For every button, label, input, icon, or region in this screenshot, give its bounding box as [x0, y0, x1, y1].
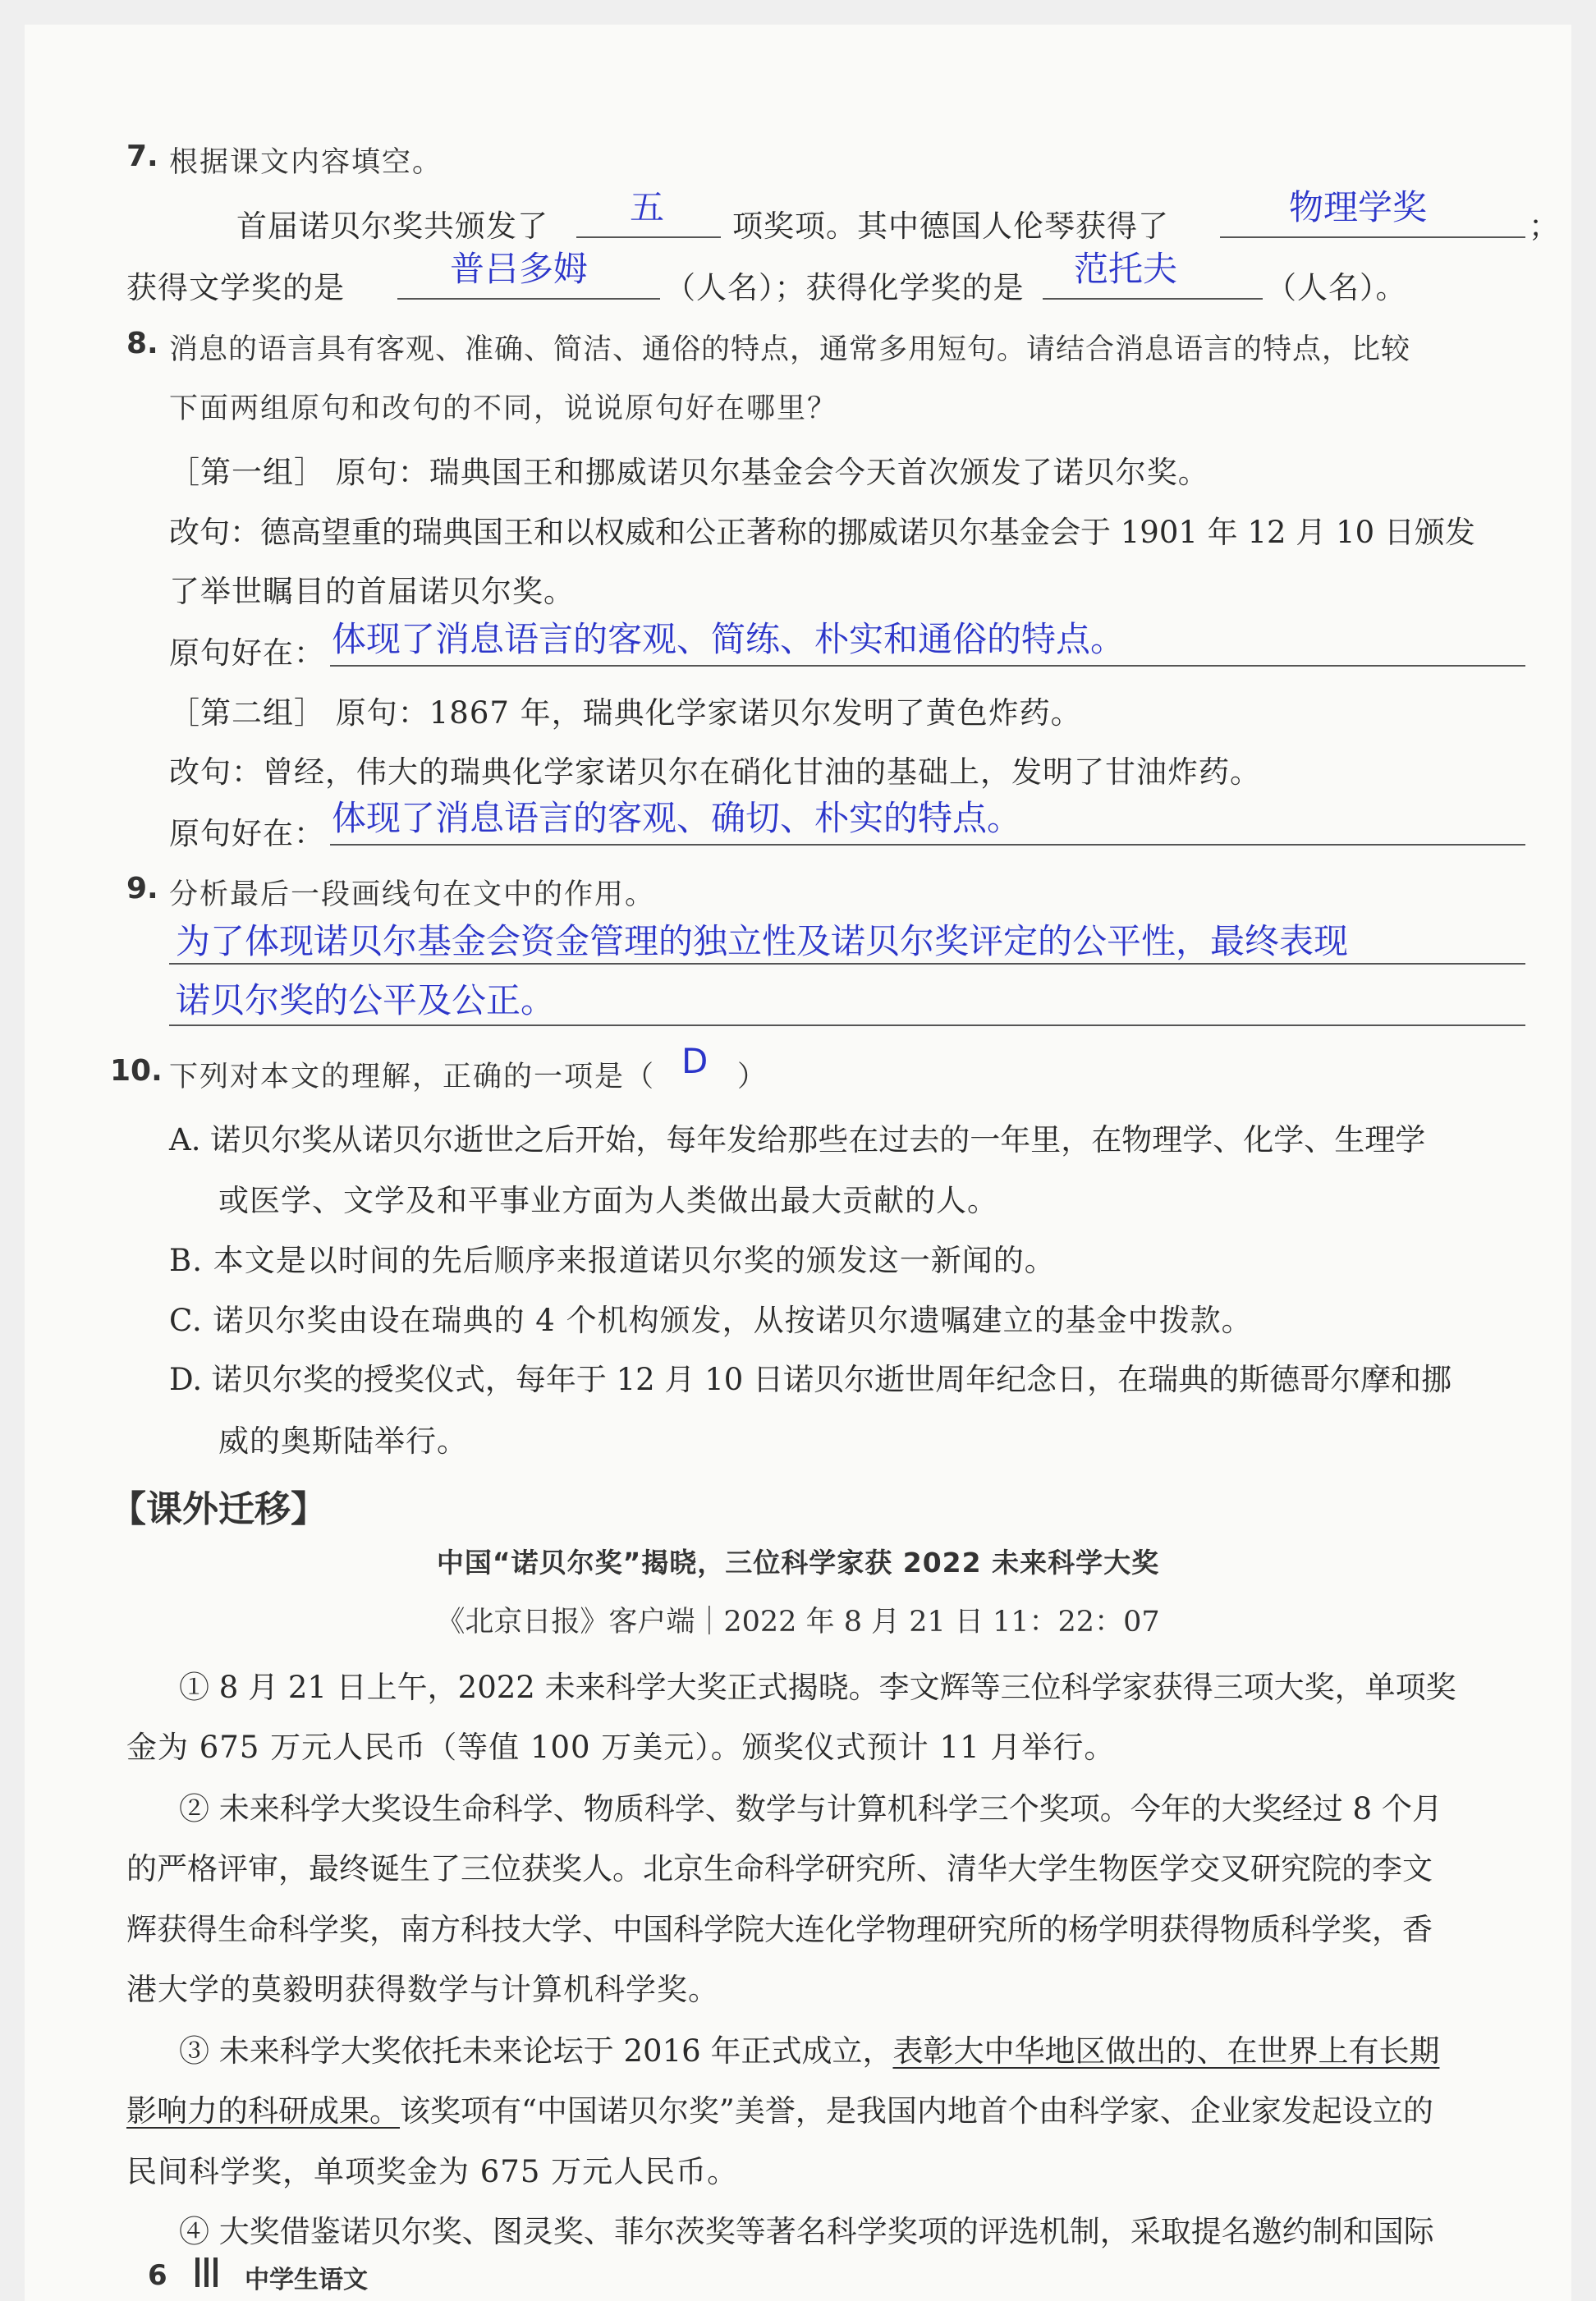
q10-option-a-line2: 或医学、文学及和平事业方面为人类做出最大贡献的人。 — [218, 1183, 998, 1218]
q10-option-d-line2: 威的奥斯陆举行。 — [218, 1423, 468, 1459]
article-p3-line2-plain: 该奖项有“中国诺贝尔奖”美誉，是我国内地首个由科学家、企业家发起设立的 — [400, 2093, 1433, 2129]
article-p2-line1: ② 未来科学大奖设生命科学、物质科学、数学与计算机科学三个奖项。今年的大奖经过 8 个月 — [179, 1791, 1442, 1827]
q7-number: 7. — [126, 140, 158, 173]
q7-answer-chem: 范托夫 — [1074, 249, 1178, 289]
q10-option-a-line1: A. 诺贝尔奖从诺贝尔逝世之后开始，每年发给那些在过去的一年里，在物理学、化学、生理学 — [169, 1122, 1426, 1157]
q7-line2-text-b: （人名）；获得化学奖的是 — [665, 270, 1025, 305]
q7-blank-prize — [1220, 236, 1525, 238]
q8-group2-answer: 体现了消息语言的客观、确切、朴实的特点。 — [332, 798, 1022, 838]
q8-prompt-line2: 下面两组原句和改句的不同，说说原句好在哪里？ — [169, 392, 838, 425]
q10-answer: D — [681, 1041, 709, 1081]
q7-line2-text-c: （人名）。 — [1266, 270, 1407, 305]
q7-prompt: 根据课文内容填空。 — [169, 146, 443, 179]
q8-number: 8. — [126, 327, 158, 360]
q7-answer-count: 五 — [630, 187, 665, 227]
q8-group1-answer-line — [330, 665, 1525, 667]
article-p3-line3: 民间科学奖，单项奖金为 675 万元人民币。 — [126, 2154, 739, 2189]
q10-option-c: C. 诺贝尔奖由设在瑞典的 4 个机构颁发，从按诺贝尔遗嘱建立的基金中拨款。 — [169, 1303, 1253, 1338]
footer-bars-icon — [195, 2257, 222, 2287]
q8-prompt-line1: 消息的语言具有客观、准确、简洁、通俗的特点，通常多用短句。请结合消息语言的特点，比较 — [169, 333, 1411, 366]
q10-number: 10. — [110, 1054, 163, 1088]
article-byline: 《北京日报》客户端｜2022 年 8 月 21 日 11：22：07 — [436, 1606, 1160, 1639]
article-p1-line1: ① 8 月 21 日上午，2022 未来科学大奖正式揭晓。李文辉等三位科学家获得三项大奖，单项奖 — [179, 1670, 1456, 1705]
article-p4-line1: ④ 大奖借鉴诺贝尔奖、图灵奖、菲尔茨奖等著名科学奖项的评选机制，采取提名邀约制和国际 — [179, 2214, 1434, 2249]
article-p1-line2: 金为 675 万元人民币（等值 100 万美元）。颁奖仪式预计 11 月举行。 — [126, 1730, 1116, 1765]
q10-option-b: B. 本文是以时间的先后顺序来报道诺贝尔奖的颁发这一新闻的。 — [169, 1243, 1056, 1278]
q7-line1-text-b: 项奖项。其中德国人伦琴获得了 — [732, 209, 1169, 244]
q7-line2-text-a: 获得文学奖的是 — [126, 270, 345, 305]
article-title: 中国“诺贝尔奖”揭晓，三位科学家获 2022 未来科学大奖 — [436, 1547, 1160, 1579]
q10-prompt-b: ） — [737, 1061, 768, 1093]
article-p3-underlined-b: 影响力的科研成果。 — [126, 2093, 400, 2129]
q8-group1-original: ［第一组］ 原句：瑞典国王和挪威诺贝尔基金会今天首次颁发了诺贝尔奖。 — [169, 455, 1209, 490]
q9-answer-line2 — [169, 1024, 1525, 1026]
q7-line1-text-a: 首届诺贝尔奖共颁发了 — [236, 209, 548, 244]
q10-option-d-line1: D. 诺贝尔奖的授奖仪式，每年于 12 月 10 日诺贝尔逝世周年纪念日，在瑞典的斯德哥尔摩和挪 — [169, 1362, 1452, 1397]
article-p2-line2: 的严格评审，最终诞生了三位获奖人。北京生命科学研究所、清华大学生物医学交叉研究院的李文 — [126, 1851, 1433, 1886]
q7-answer-prize: 物理学奖 — [1289, 187, 1428, 227]
q10-prompt-a: 下列对本文的理解，正确的一项是（ — [169, 1061, 656, 1093]
q7-line1-text-c: ； — [1529, 209, 1560, 244]
q8-group2-answer-line — [330, 844, 1525, 846]
q7-blank-chem — [1043, 298, 1263, 300]
article-p3-line1 — [179, 2026, 1439, 2070]
article-p2-line3: 辉获得生命科学奖，南方科技大学、中国科学院大连化学物理研究所的杨学明获得物质科学奖，香 — [126, 1912, 1433, 1947]
q9-answer-line2-text: 诺贝尔奖的公平及公正。 — [176, 980, 556, 1020]
q7-blank-count — [576, 236, 721, 238]
q9-answer-line1-text: 为了体现诺贝尔基金会资金管理的独立性及诺贝尔奖评定的公平性，最终表现 — [176, 921, 1349, 961]
q8-group2-revised: 改句：曾经，伟大的瑞典化学家诺贝尔在硝化甘油的基础上，发明了甘油炸药。 — [169, 754, 1261, 790]
article-p2-line4: 港大学的莫毅明获得数学与计算机科学奖。 — [126, 1972, 719, 2007]
section-heading: 【课外迁移】 — [110, 1488, 327, 1530]
q8-group1-answer-label: 原句好在： — [169, 635, 325, 671]
q9-prompt: 分析最后一段画线句在文中的作用。 — [169, 878, 656, 911]
q7-blank-lit — [397, 298, 660, 300]
page-number: 6 — [148, 2259, 167, 2292]
article-p3-line2 — [126, 2086, 1433, 2130]
article-p3-underlined-a: 表彰大中华地区做出的、在世界上有长期 — [892, 2033, 1440, 2069]
footer-brand: 中学生语文 — [245, 2266, 368, 2294]
q8-group2-original: ［第二组］ 原句：1867 年，瑞典化学家诺贝尔发明了黄色炸药。 — [169, 695, 1082, 731]
q7-answer-lit: 普吕多姆 — [450, 249, 589, 289]
q9-number: 9. — [126, 872, 158, 905]
q8-group2-answer-label: 原句好在： — [169, 816, 325, 851]
article-p3-line1-plain: ③ 未来科学大奖依托未来论坛于 2016 年正式成立， — [179, 2033, 893, 2069]
workbook-page — [25, 25, 1571, 2301]
q8-group1-answer: 体现了消息语言的客观、简练、朴实和通俗的特点。 — [332, 619, 1126, 659]
q8-group1-revised-line1: 改句：德高望重的瑞典国王和以权威和公正著称的挪威诺贝尔基金会于 1901 年 12 月 10 日颁发 — [169, 515, 1475, 550]
q8-group1-revised-line2: 了举世瞩目的首届诺贝尔奖。 — [169, 574, 575, 609]
